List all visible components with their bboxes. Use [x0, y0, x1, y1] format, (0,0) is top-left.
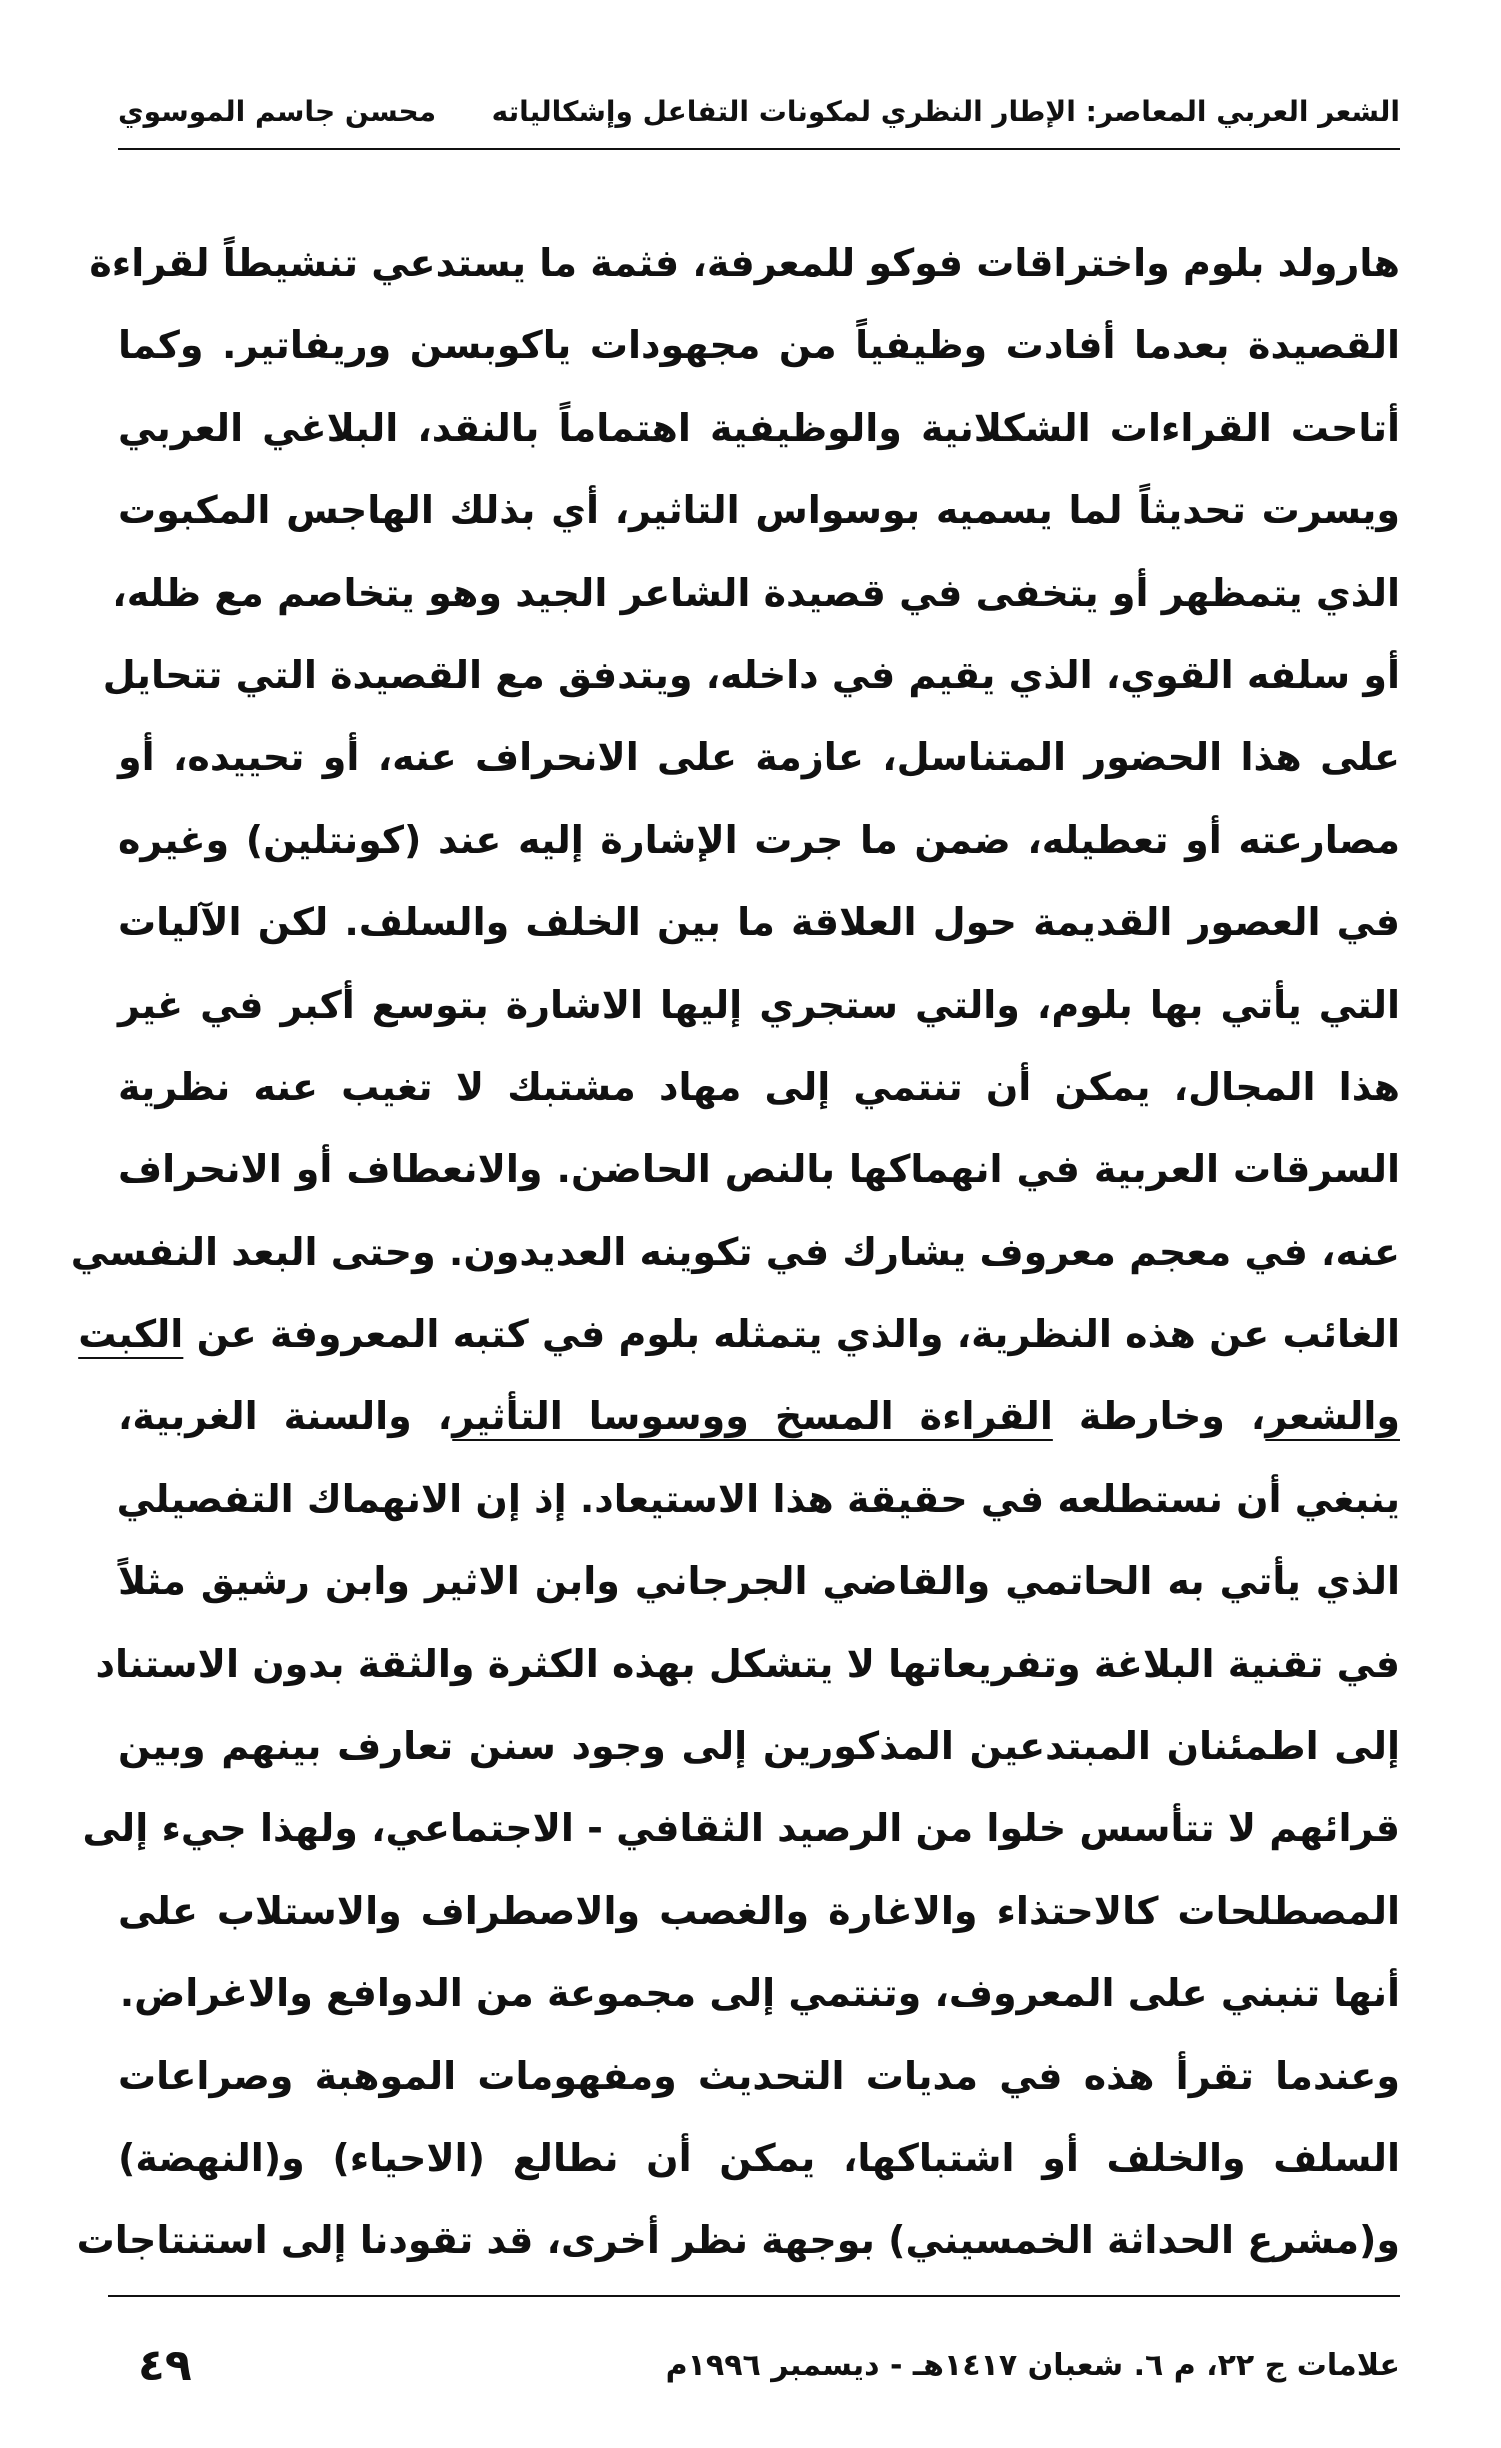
body-line-12: السرقات العربية في انهماكها بالنص الحاضن. والانعطاف أو الانحراف	[118, 1147, 1400, 1192]
line-14-text: الغائب عن هذه النظرية، والذي يتمثله بلوم في كتبه المعروفة عن	[183, 1312, 1400, 1357]
footer-rule	[108, 2295, 1400, 2297]
line-15-mid-text: ، وخارطة	[1052, 1394, 1266, 1439]
line-15-end-text: ، والسنة الغربية،	[118, 1394, 453, 1439]
body-line-19: إلى اطمئنان المبتدعين المذكورين إلى وجود سنن تعارف بينهم وبين	[118, 1724, 1400, 1769]
body-line-2: القصيدة بعدما أفادت وظيفياً من مجهودات ياكوبسن وريفاتير. وكما	[118, 323, 1400, 368]
body-line-21: المصطلحات كالاحتذاء والاغارة والغصب والاصطراف والاستلاب على	[118, 1888, 1400, 1933]
running-header	[118, 86, 1400, 138]
underlined-title-misreading: القراءة المسخ ووسوسا التأثير	[452, 1394, 1053, 1439]
body-line-10: التي يأتي بها بلوم، والتي ستجري إليها الاشارة بتوسع أكبر في غير	[118, 982, 1400, 1027]
body-line-8: مصارعته أو تعطيله، ضمن ما جرت الإشارة إليه عند (كونتلين) وغيره	[118, 817, 1400, 862]
body-line-16: ينبغي أن نستطلعه في حقيقة هذا الاستيعاد. إذ إن الانهماك التفصيلي	[116, 1476, 1400, 1521]
body-line-11: هذا المجال، يمكن أن تنتمي إلى مهاد مشتبك لا تغيب عنه نظرية	[118, 1064, 1400, 1109]
body-line-1: هارولد بلوم واختراقات فوكو للمعرفة، فثمة ما يستدعي تنشيطاً لقراءة	[89, 241, 1400, 285]
underlined-title-shier: والشعر	[1265, 1394, 1400, 1439]
header-rule	[118, 148, 1400, 150]
body-line-15	[118, 1375, 1400, 1457]
page-number: ٤٩	[138, 2339, 192, 2391]
body-line-6: أو سلفه القوي، الذي يقيم في داخله، ويتدفق مع القصيدة التي تتحايل	[102, 652, 1400, 697]
body-line-24: السلف والخلف أو اشتباكها، يمكن أن نطالع (الاحياء) و(النهضة)	[118, 2135, 1400, 2180]
body-line-5: الذي يتمظهر أو يتخفى في قصيدة الشاعر الجيد وهو يتخاصم مع ظله،	[112, 570, 1400, 615]
body-line-14	[78, 1293, 1400, 1375]
body-line-22: أنها تنبني على المعروف، وتنتمي إلى مجموعة من الدوافع والاغراض.	[119, 1971, 1400, 2016]
header-author: محسن جاسم الموسوي	[118, 95, 437, 128]
body-text	[70, 222, 1400, 2282]
body-line-25: و(مشرع الحداثة الخمسيني) بوجهة نظر أخرى، قد تقودنا إلى استنتاجات	[76, 2218, 1400, 2263]
body-line-17: الذي يأتي به الحاتمي والقاضي الجرجاني وابن الاثير وابن رشيق مثلاً	[118, 1559, 1400, 1604]
header-title: الشعر العربي المعاصر: الإطار النظري لمكونات التفاعل وإشكالياته	[491, 95, 1400, 128]
body-line-3: أتاحت القراءات الشكلانية والوظيفية اهتماماً بالنقد، البلاغي العربي	[118, 405, 1400, 450]
body-line-13: عنه، في معجم معروف يشارك في تكوينه العديدون. وحتى البعد النفسي	[70, 1229, 1400, 1274]
body-line-9: في العصور القديمة حول العلاقة ما بين الخلف والسلف. لكن الآليات	[118, 900, 1400, 945]
body-line-18: في تقنية البلاغة وتفريعاتها لا يتشكل بهذه الكثرة والثقة بدون الاستناد	[95, 1641, 1400, 1686]
underlined-title-kabt: الكبت	[78, 1312, 184, 1357]
body-line-23: وعندما تقرأ هذه في مديات التحديث ومفهومات الموهبة وصراعات	[118, 2053, 1400, 2098]
journal-citation: علامات ج ٢٢، م ٦. شعبان ١٤١٧هـ - ديسمبر ١٩٩٦م	[665, 2347, 1400, 2383]
body-line-7: على هذا الحضور المتناسل، عازمة على الانحراف عنه، أو تحييده، أو	[118, 735, 1400, 780]
page-footer	[118, 2330, 1400, 2400]
body-line-20: قرائهم لا تتأسس خلوا من الرصيد الثقافي - الاجتماعي، ولهذا جيء إلى	[82, 1806, 1400, 1851]
body-line-4: ويسرت تحديثاً لما يسميه بوسواس التاثير، أي بذلك الهاجس المكبوت	[118, 488, 1400, 533]
